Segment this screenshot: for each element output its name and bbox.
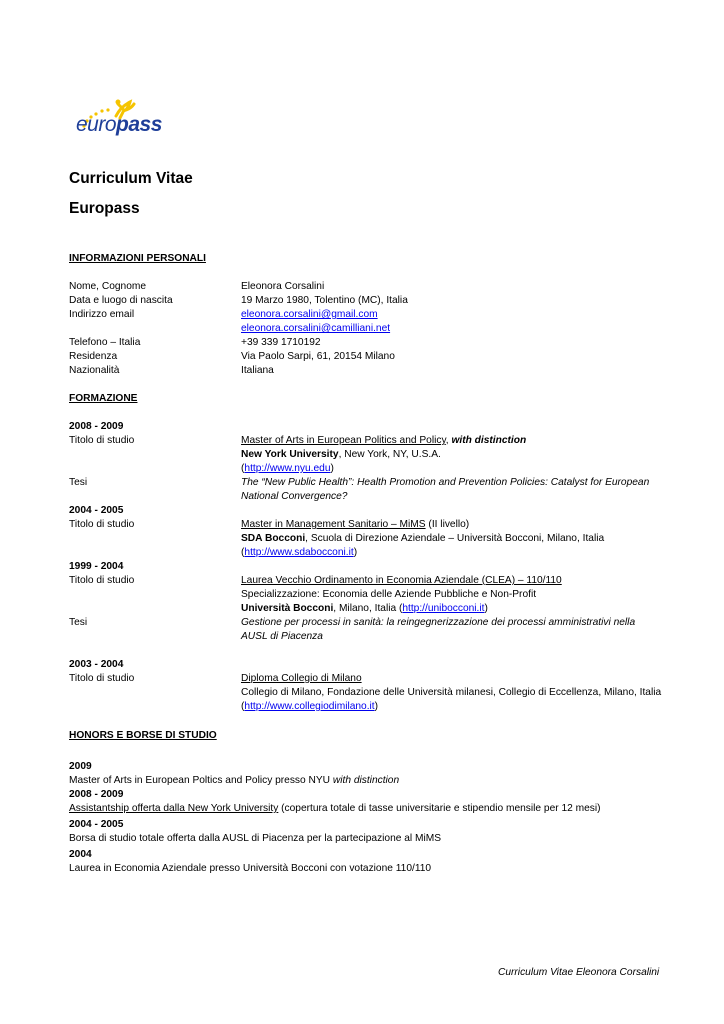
info-row-residence <box>69 350 669 364</box>
thesis-row-cont <box>69 630 669 644</box>
phone-label: Telefono – Italia <box>69 337 141 348</box>
page-subtitle: Europass <box>69 200 140 217</box>
email-label: Indirizzo email <box>69 309 135 320</box>
residence-label: Residenza <box>69 351 118 362</box>
education-years: 2003 - 2004 <box>69 659 124 670</box>
specialization-text: Specializzazione: Economia delle Aziende Pubbliche e Non-Profit <box>241 589 537 600</box>
honor-year: 2004 <box>69 849 92 860</box>
birth-label: Data e luogo di nascita <box>69 295 173 306</box>
degree-title: Laurea Vecchio Ordinamento in Economia Aziendale (CLEA) – 110/110 <box>241 575 562 586</box>
education-entry <box>69 518 669 532</box>
degree-label: Titolo di studio <box>69 435 135 446</box>
thesis-title-cont: AUSL di Piacenza <box>241 631 323 642</box>
specialization-row <box>69 588 669 602</box>
degree-label: Titolo di studio <box>69 575 135 586</box>
section-heading-personal: INFORMAZIONI PERSONALI <box>69 253 206 264</box>
education-url-row: (http://www.nyu.edu) <box>241 463 334 474</box>
honor-text: Assistantship offerta dalla New York University (copertura totale di tasse universitarie e stipendio mensile per 12 mesi) <box>69 803 601 814</box>
school-name: SDA Bocconi, Scuola di Direzione Aziendale – Università Bocconi, Milano, Italia <box>241 533 605 544</box>
nationality-label: Nazionalità <box>69 365 120 376</box>
honor-text: Laurea in Economia Aziendale presso Università Bocconi con votazione 110/110 <box>69 863 432 874</box>
thesis-row-cont <box>69 490 669 504</box>
residence-value: Via Paolo Sarpi, 61, 20154 Milano <box>241 351 395 362</box>
school-url-link[interactable]: http://unibocconi.it <box>402 603 485 614</box>
education-school-row <box>69 532 669 546</box>
degree-label: Titolo di studio <box>69 673 135 684</box>
honor-year: 2009 <box>69 761 92 772</box>
info-row-phone <box>69 336 669 350</box>
education-entry <box>69 434 669 448</box>
education-school-row <box>69 448 669 462</box>
info-row-name <box>69 280 669 294</box>
honor-text: Borsa di studio totale offerta dalla AUSL di Piacenza per la partecipazione al MiMS <box>69 833 442 844</box>
info-row-email <box>69 308 669 322</box>
degree-label: Titolo di studio <box>69 519 135 530</box>
school-name: New York University, New York, NY, U.S.A. <box>241 449 441 460</box>
education-years: 2004 - 2005 <box>69 505 124 516</box>
name-value: Eleonora Corsalini <box>241 281 325 292</box>
info-row-nationality <box>69 364 669 378</box>
email-link-gmail[interactable]: eleonora.corsalini@gmail.com <box>241 309 378 320</box>
birth-value: 19 Marzo 1980, Tolentino (MC), Italia <box>241 295 408 306</box>
education-url-row: (http://www.collegiodimilano.it) <box>241 701 379 712</box>
page-footer: Curriculum Vitae Eleonora Corsalini <box>498 967 660 978</box>
degree-title: Master of Arts in European Politics and Policy, with distinction <box>241 435 527 446</box>
education-years: 2008 - 2009 <box>69 421 124 432</box>
page-title: Curriculum Vitae <box>69 170 193 187</box>
education-entry <box>69 574 669 588</box>
education-entry <box>69 672 669 686</box>
education-desc-row <box>69 686 669 700</box>
honor-text: Master of Arts in European Poltics and Policy presso NYU with distinction <box>69 775 400 786</box>
school-url-link[interactable]: http://www.collegiodimilano.it <box>244 701 375 712</box>
info-row-birth <box>69 294 669 308</box>
section-heading-education: FORMAZIONE <box>69 393 138 404</box>
thesis-title: Gestione per processi in sanità: la reingegnerizzazione dei processi amministrativi nella <box>241 617 636 628</box>
thesis-title: The “New Public Health”: Health Promotion and Prevention Policies: Catalyst for European <box>241 477 650 488</box>
education-school-row <box>69 602 669 616</box>
education-years: 1999 - 2004 <box>69 561 124 572</box>
degree-title: Master in Management Sanitario – MiMS (II livello) <box>241 519 470 530</box>
thesis-label: Tesi <box>69 477 88 488</box>
school-url-link[interactable]: http://www.nyu.edu <box>244 463 331 474</box>
europass-logo-text: europass <box>76 113 162 136</box>
honor-year: 2004 - 2005 <box>69 819 124 830</box>
honor-year: 2008 - 2009 <box>69 789 124 800</box>
section-heading-honors: HONORS E BORSE DI STUDIO <box>69 730 217 741</box>
nationality-value: Italiana <box>241 365 274 376</box>
info-row-email2 <box>69 322 669 336</box>
college-description: Collegio di Milano, Fondazione delle Università milanesi, Collegio di Eccellenza, Milano, Italia <box>241 687 662 698</box>
name-label: Nome, Cognome <box>69 281 147 292</box>
email-link-camilliani[interactable]: eleonora.corsalini@camilliani.net <box>241 323 391 334</box>
degree-title: Diploma Collegio di Milano <box>241 673 362 684</box>
thesis-row <box>69 476 669 490</box>
thesis-row <box>69 616 669 630</box>
thesis-title-cont: National Convergence? <box>241 491 348 502</box>
school-url-link[interactable]: http://www.sdabocconi.it <box>244 547 354 558</box>
thesis-label: Tesi <box>69 617 88 628</box>
phone-value: +39 339 1710192 <box>241 337 321 348</box>
school-name: Università Bocconi, Milano, Italia (http://unibocconi.it) <box>241 603 488 614</box>
education-url-row: (http://www.sdabocconi.it) <box>241 547 358 558</box>
